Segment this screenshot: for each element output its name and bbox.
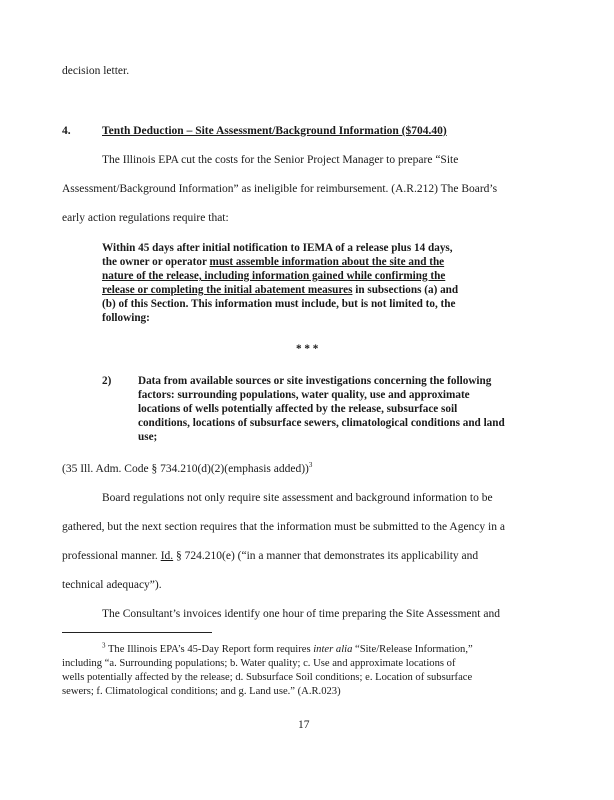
footnote-line: $^3$ The Illinois EPA’s 45-Day Report form requires inter alia “Site/Release Information,” xyxy=(102,641,473,655)
quote-line: conditions, locations of subsurface sewers, climatological conditions and land xyxy=(138,417,505,429)
page-number: 17 xyxy=(298,719,310,731)
paragraph-line: professional manner. Id. § 724.210(e) (“in a manner that demonstrates its applicability and xyxy=(62,550,479,562)
paragraph-line: gathered, but the next section requires that the information must be submitted to the Agency in a xyxy=(62,521,505,533)
paragraph-line: early action regulations require that: xyxy=(62,212,229,224)
quote-line: factors: surrounding populations, water quality, use and approximate xyxy=(138,389,470,401)
citation: (35 Ill. Adm. Code § 734.210(d)(2)(emphasis added))$^3$ xyxy=(62,461,313,475)
quote-line: (b) of this Section. This information must include, but is not limited to, the xyxy=(102,298,456,310)
quote-line: the owner or operator must assemble information about the site and the xyxy=(102,256,445,268)
quote-line: release or completing the initial abatement measures in subsections (a) and xyxy=(102,284,459,296)
footnote-divider xyxy=(62,632,212,633)
list-item-number: 2) xyxy=(102,375,112,387)
paragraph-line: The Consultant’s invoices identify one hour of time preparing the Site Assessment and xyxy=(102,608,500,620)
quote-line: use; xyxy=(138,431,158,443)
section-number: 4. xyxy=(62,125,71,137)
paragraph-line: technical adequacy”). xyxy=(62,579,162,591)
quote-line: Data from available sources or site investigations concerning the following xyxy=(138,375,492,387)
footnote-line: sewers; f. Climatological conditions; and g. Land use.” (A.R.023) xyxy=(62,686,341,697)
omission-stars: * * * xyxy=(296,343,319,355)
paragraph-line: Assessment/Background Information” as ineligible for reimbursement. (A.R.212) The Board’s xyxy=(62,183,498,195)
footnote-line: including “a. Surrounding populations; b. Water quality; c. Use and approximate locations of xyxy=(62,658,456,669)
quote-line: Within 45 days after initial notification to IEMA of a release plus 14 days, xyxy=(102,242,453,254)
quote-line: nature of the release, including information gained while confirming the xyxy=(102,270,446,282)
footnote-ref: 3 xyxy=(308,461,313,470)
continued-text: decision letter. xyxy=(62,65,130,77)
quote-line: following: xyxy=(102,312,150,324)
footnote-line: wells potentially affected by the release; d. Subsurface Soil conditions; e. Location of subsurface xyxy=(62,672,473,683)
section-heading: Tenth Deduction – Site Assessment/Background Information ($704.40) xyxy=(102,125,447,137)
quote-line: locations of wells potentially affected by the release, subsurface soil xyxy=(138,403,458,415)
paragraph-line: The Illinois EPA cut the costs for the Senior Project Manager to prepare “Site xyxy=(102,154,459,166)
paragraph-line: Board regulations not only require site assessment and background information to be xyxy=(102,492,493,504)
